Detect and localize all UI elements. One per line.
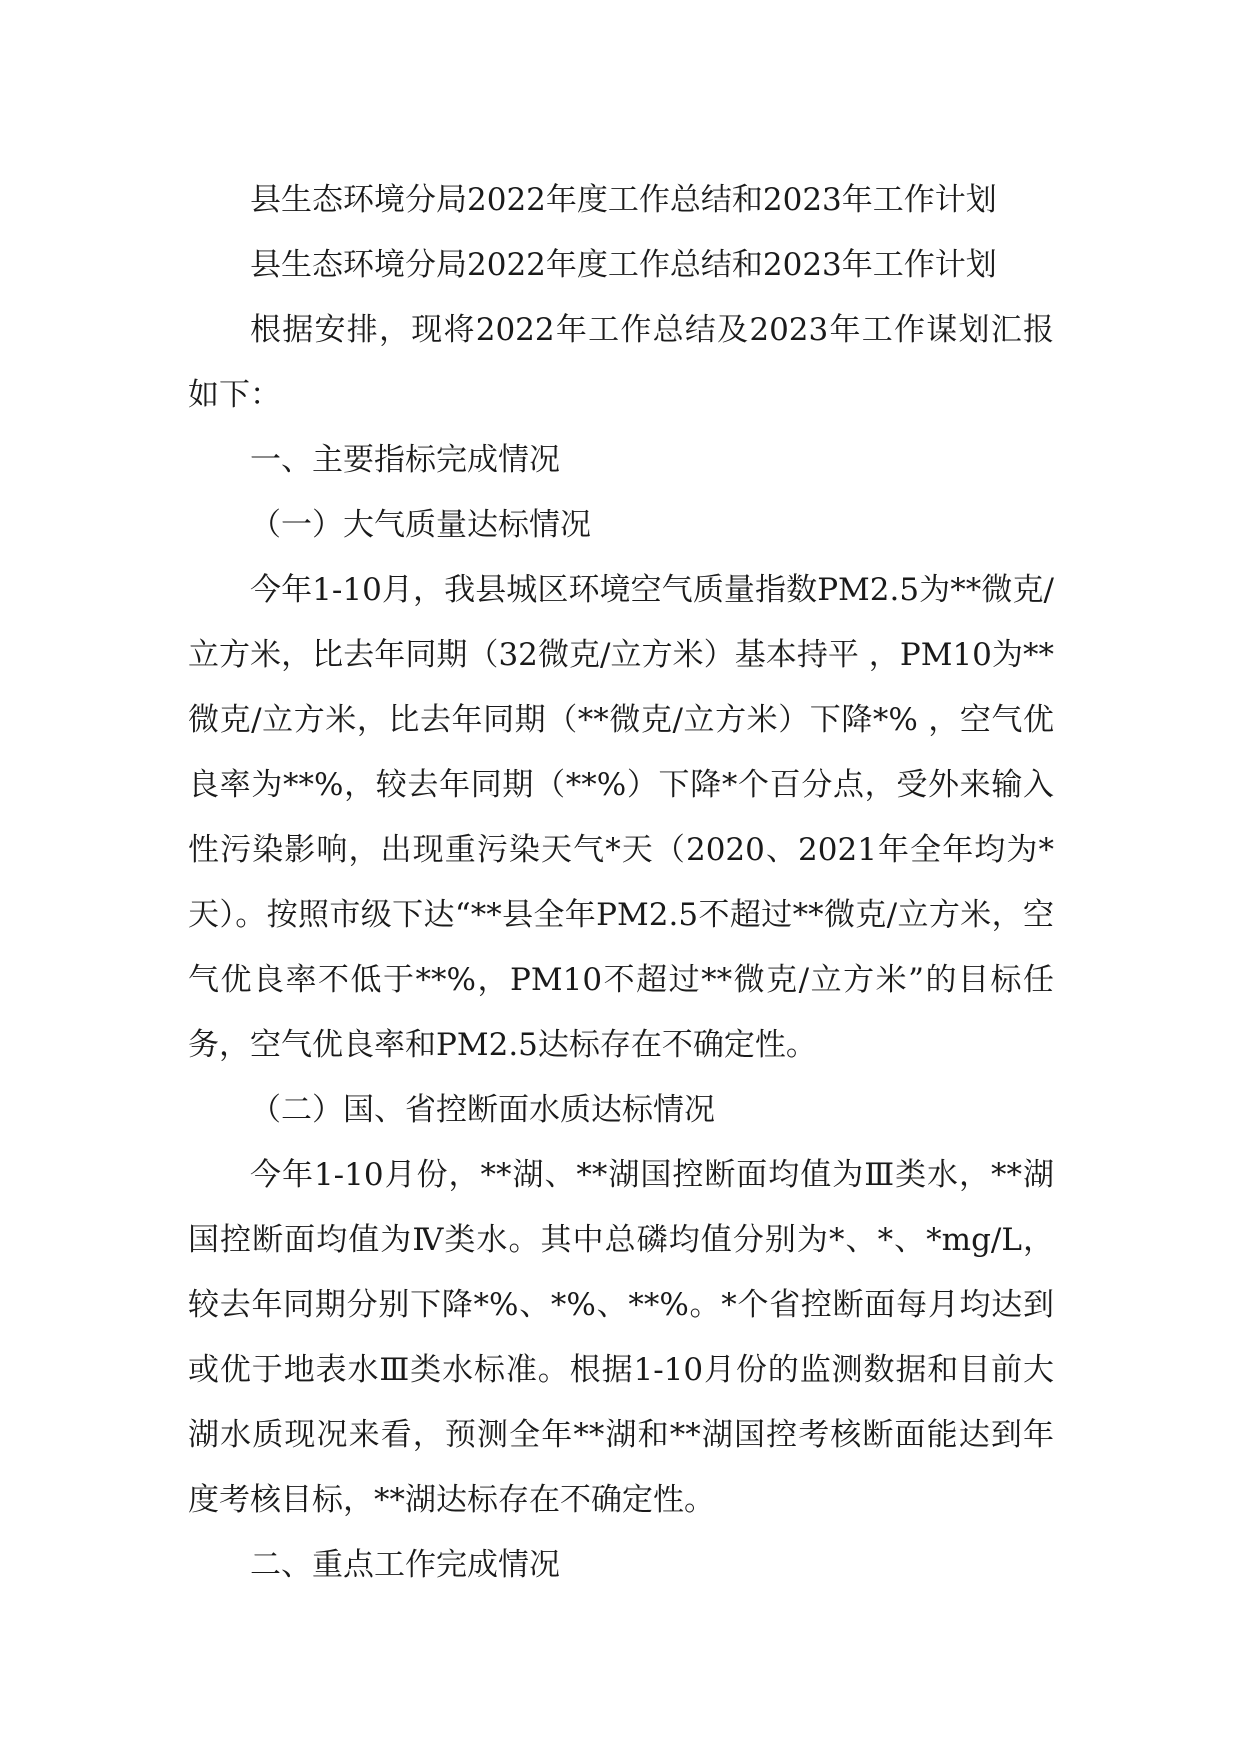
document-body bbox=[188, 168, 1054, 1598]
water-quality-paragraph: 今年1-10月份，**湖、**湖国控断面均值为Ⅲ类水，**湖国控断面均值为Ⅳ类水。其中总磷均值分别为*、*、*mg/L，较去年同期分别下降*%、*%、**%。*个省控断面每月均达到或优于地表水Ⅲ类水标准。根据1-10月份的监测数据和目前大湖水质现况来看，预测全年**湖和**湖国控考核断面能达到年度考核目标，**湖达标存在不确定性。 bbox=[188, 1157, 1054, 1518]
document-title: 县生态环境分局2022年度工作总结和2023年工作计划 bbox=[250, 182, 997, 218]
document-title-repeat: 县生态环境分局2022年度工作总结和2023年工作计划 bbox=[250, 247, 997, 283]
subsection-heading-water-quality: （二）国、省控断面水质达标情况 bbox=[250, 1092, 715, 1128]
air-quality-paragraph: 今年1-10月，我县城区环境空气质量指数PM2.5为**微克/立方米，比去年同期（32微克/立方米）基本持平 ，PM10为**微克/立方米，比去年同期（**微克/立方米）下降*% ，空气优良率为**%，较去年同期（**%）下降*个百分点，受外来输入性污染影响，出现重污染天气*天（2020、2021年全年均为*天）。按照市级下达“**县全年PM2.5不超过**微克/立方米，空气优良率不低于**%，PM10不超过**微克/立方米”的目标任务，空气优良率和PM2.5达标存在不确定性。 bbox=[188, 572, 1054, 1063]
intro-paragraph: 根据安排，现将2022年工作总结及2023年工作谋划汇报如下： bbox=[188, 312, 1054, 413]
subsection-heading-air-quality: （一）大气质量达标情况 bbox=[250, 507, 591, 543]
section-heading-main-indicators: 一、主要指标完成情况 bbox=[250, 442, 560, 478]
section-heading-key-work: 二、重点工作完成情况 bbox=[250, 1547, 560, 1583]
